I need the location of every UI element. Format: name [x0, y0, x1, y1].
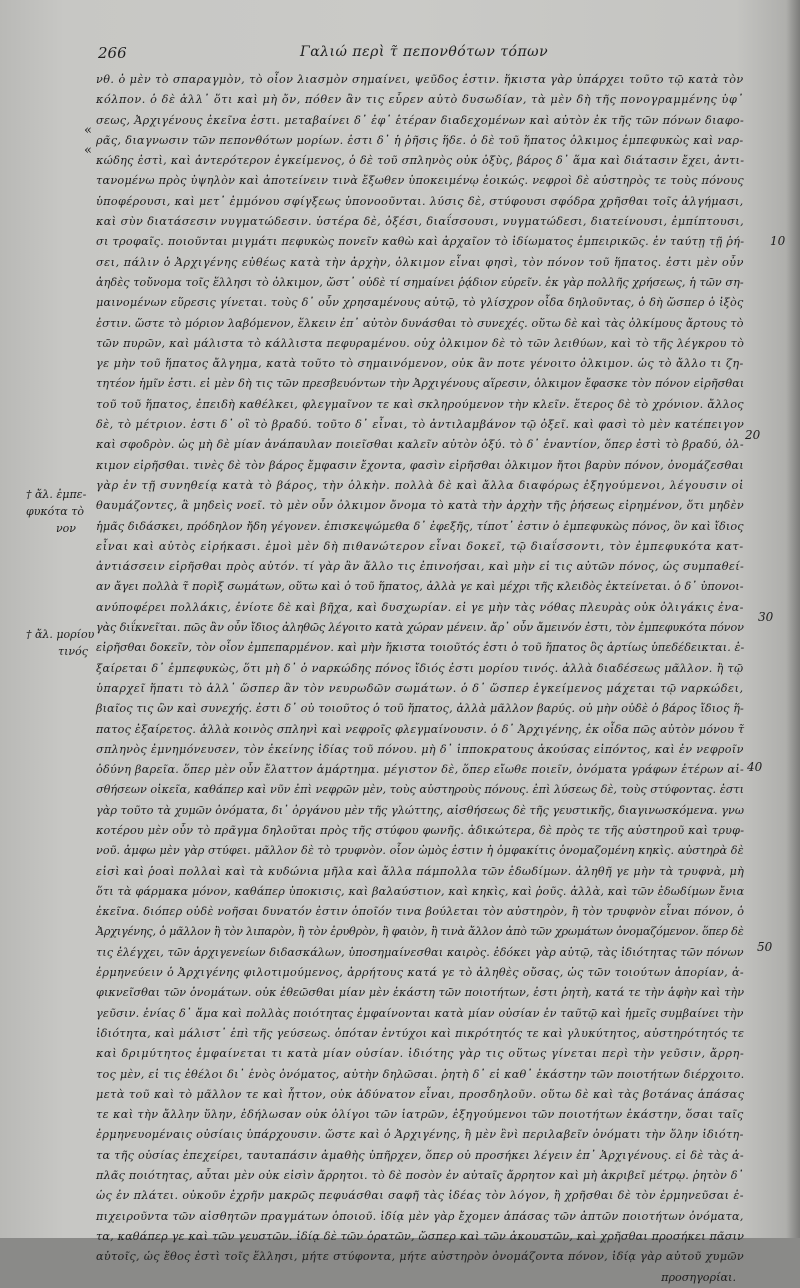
text-line: νθ. ὁ μὲν τὸ σπαραγμὸν, τὸ οἷον λιασμὸν σημαίνει, ψεῦδος ἐστιν. ἥκιστα γὰρ ὑπάρχει τοῦτο τῷ κατὰ τὸν: [96, 73, 744, 86]
text-line: δὲ, τὸ μέτριον. ἐστι δ᾽ οἳ τὸ βραδύ. τοῦτο δ᾽ εἶναι, τὸ ἀντιλαμβάνον τῷ ὀξεῖ. καὶ φασὶ τὸ μὲν κατέπειγον: [96, 418, 745, 432]
text-line: αν ἄγει πολλὰ τ̃ πορὶξ σωμάτων, οὕτω καὶ ὁ τοῦ ἥπατος, ἀλλὰ γε καὶ μέχρι τῆς κλειδὸς ἐκτείνεται. ὁ δ᾽ ὑπονοι-: [96, 580, 744, 594]
margin-line-number: 40: [747, 760, 763, 774]
page-fold-shadow: [786, 0, 800, 1238]
text-line: ανύποφέρει πολλάκις, ἐνίοτε δὲ καὶ βῆχα, καὶ δυσχωρίαν. εἰ γε μὴν τὰς νόθας πλευρὰς οὐκ ὀλιγάκις ἐνα-: [96, 600, 744, 614]
text-line: ἐστιν. ὥστε τὸ μόριον λαβόμενον, ἕλκειν ἐπ᾽ αὐτὸν δυνάσθαι τὸ συνεχές. οὕτω δὲ καὶ τὰς ὀλκίμους ἄρτους τὸ: [96, 316, 744, 330]
text-line-final: προσηγορίαι.: [661, 1270, 736, 1284]
text-line: κώδης ἐστὶ, καὶ ἀντερότερον ἐγκείμενος, ὁ δὲ τοῦ σπληνὸς οὐκ ὀξὺς, βάρος δ᾽ ἅμα καὶ διάτασιν ἔχει, ἀντι-: [96, 154, 745, 168]
text-line: γεῦσιν. ἐνίας δ᾽ ἅμα καὶ πολλὰς ποιότητας ἐμφαίνονται κατὰ μίαν οὐσίαν ἐν ταῦτῷ καὶ ἡμεῖς συμβαίνει τὴν: [96, 1006, 744, 1020]
quote-mark: «: [84, 143, 92, 158]
text-line: τητέον ἡμῖν ἐστι. εἰ μὲν δὴ τις τῶν πρεσβευόντων τὴν Ἀρχιγένους αἵρεσιν, ὀλκιμον ἔφασκε τὸν πόνον εἰρῆσθαι: [96, 377, 745, 391]
text-line: κόλπον. ὁ δὲ ἀλλ᾽ ὅτι καὶ μὴ ὄν, πόθεν ἂν τις εὗρεν αὐτὸ δυσωδίαν, τὰ μὲν δὴ τῆς πονογραμμένης ὑφ᾽: [96, 93, 744, 107]
margin-note: [26, 626, 94, 660]
body-text: [96, 70, 744, 1288]
text-line: τα, καθάπερ γε καὶ τῶν γευστῶν. ἰδίᾳ δὲ τῶν ὁρατῶν, ὥσπερ καὶ τῶν ἀκουστῶν, καὶ χρῆσθαι προσήκει πᾶσιν: [96, 1229, 745, 1243]
text-line: θαυμάζοντες, ἃ μηδεὶς νοεῖ. τὸ μὲν οὖν ὀλκιμον ὄνομα τὸ κατὰ τὴν ἀρχὴν τῆς ῥήσεως εἰρημένον, ὅτι μηδὲν: [96, 499, 744, 513]
text-line: φικνεῖσθαι τῶν ὀνομάτων. οὐκ ἐθεῶσθαι μίαν μὲν ἑκάστη τῶν ποιοτήτων, ἐστι ῥητὴ, κατά τε τὴν ἁφὴν καὶ τὴν: [96, 986, 745, 1000]
margin-note-line: † ἄλ. ἐμπε-: [26, 488, 87, 501]
text-line: πιχειροῦντα τῶν αἰσθητῶν πραγμάτων ὁποιοῦ. ἰδίᾳ μὲν γὰρ ἔχομεν ἁπάσας τῶν ἁπτῶν ποιοτήτων ὀνόματα,: [96, 1209, 744, 1223]
text-line: πλᾶς ποιότητας, αὗται μὲν οὐκ εἰσὶν ἄρρητοι. τὸ δὲ ποσὸν ἐν αὐταῖς ἄρρητον καὶ μὴ ἀκριβεῖ μέτρῳ. ῥητὸν δ᾽: [96, 1169, 744, 1183]
text-line: τε καὶ τὴν ἄλλην ὕλην, ἐδήλωσαν οὐκ ὀλίγοι τῶν ἰατρῶν, ἐξηγούμενοι τῶν ποιοτήτων ἑκάστην, ὅσαι ταῖς: [96, 1108, 744, 1122]
text-line: ἑρμηνευομέναις οὐσίαις ὑπάρχουσιν. ὥστε καὶ ὁ Ἀρχιγένης, ἢ μὲν ἓνὶ περιλαβεῖν ὀνόματι τὴν ὅλην ἰδιότη-: [96, 1128, 744, 1142]
text-line: σπληνὸς ἐμνημόνευσεν, τὸν ἐκείνης ἰδίας τοῦ πόνου. μὴ δ᾽ ἱπποκρατους ἀκούσας εἰπόντος, καὶ ἐν νεφροῖν: [96, 742, 744, 756]
margin-line-number: 50: [757, 940, 773, 954]
text-line: γὰς διΐκνεῖται. πῶς ἂν οὖν ἴδιος ἀληθῶς λέγοιτο κατὰ χώραν μένειν. ἄρ᾽ οὖν ἄμεινόν ἐστι, τὸν ἐμπεφυκότα πόνον: [96, 621, 744, 635]
text-line: Ἀρχιγένης, ὁ μᾶλλον ἢ τὸν λιπαρὸν, ἢ τὸν ἐρυθρὸν, ἢ φαιὸν, ἢ τινὰ ἄλλον ἀπὸ τῶν χρωμάτων ὀνομαζόμενον. ὅπερ δὲ: [96, 925, 744, 939]
text-line: ὑποφέρουσι, καὶ μετ᾽ ἐμμόνου σφίγξεως ὑπονοοῦνται. λύσις δὲ, στύφουσι σφόδρα χρῆσθαι τοῖς ἀλγήμασι,: [96, 194, 744, 208]
text-line: τανομένω πρὸς ὑψηλὸν καὶ ἀποτείνειν τινὰ ἔξωθεν ὑποκειμένῳ ἐοικώς. νεφροὶ δὲ αὐστηρὸς τε τοὺς πόνους: [96, 174, 744, 188]
text-line: σει, πάλιν ὁ Ἀρχιγένης εὐθέως κατὰ τὴν ἀρχὴν, ὀλκιμον εἶναι φησὶ, τὸν πόνον τοῦ ἥπατος. ἐστι μὲν οὖν: [96, 255, 744, 269]
text-line: σεως, Ἀρχιγένους ἐκεῖνα ἐστι. μεταβαίνει δ᾽ ἐφ᾽ ἑτέραν διαδεχομένων καὶ αὐτὸν ἐκ τῆς τῶν πόνων διαφο-: [96, 113, 745, 127]
text-line: εἰρῆσθαι δοκεῖν, τὸν οἷον ἐμπεπαρμένον. καὶ μὴν ἥκιστα τοιοῦτός ἐστι ὁ τοῦ ἥπατος ὃς ἀρτίως ὑπεδέδεικται. ἐ-: [96, 641, 745, 655]
text-line: ἐκεῖνα. διόπερ οὐδὲ νοῆσαι δυνατόν ἐστιν ὁποῖόν τινα βούλεται τὸν αὐστηρὸν, ἢ τὸν τρυφνὸν εἶναι πόνον, ὁ: [96, 905, 745, 919]
page-header: [0, 44, 800, 68]
text-line: ρᾶς, διαγνωσιν τῶν πεπονθότων μορίων. ἐστι δ᾽ ἡ ῥῆσις ἥδε. ὁ δὲ τοῦ ἥπατος ὀλκιμος ἐμπεφυκὼς καὶ ναρ-: [96, 133, 744, 147]
quote-mark: «: [84, 123, 92, 138]
text-line: σι τροφαῖς. ποιοῦνται μιγμάτι πεφυκὼς πονεῖν καθὼ καὶ ἀρχαῖον τὸ ἰδίωματος ἐμπειρικῶς. ἐν ταύτῃ τῇ ῥή-: [96, 235, 745, 249]
text-line: νοῦ. ἀμφω μὲν γὰρ στύφει. μᾶλλον δὲ τὸ τρυφνὸν. οἷον ὠμὸς ἐστιν ἡ ὀμφακίτις ὀνομαζομένη κηκὶς. αὐστηρὰ δὲ: [96, 844, 744, 858]
margin-note-line: † ἄλ. μορίου: [26, 628, 95, 641]
text-line: ὡς ἐν πλάτει. οὐκοῦν ἐχρῆν μακρῶς πεφυάσθαι σαφῆ τὰς ἰδέας τὸν λόγον, ἢ χρῆσθαι δὲ τὸν ἑρμηνεῦσαι ἐ-: [96, 1189, 744, 1203]
text-line: καὶ δριμύτητος ἐμφαίνεται τι κατὰ μίαν οὐσίαν. ἰδιότης γὰρ τις οὕτως γίνεται περὶ τὴν γεῦσιν, ἄρρη-: [96, 1047, 745, 1061]
text-line: ἀντιάσσειν εἰρῆσθαι πρὸς αὐτόν. τί γὰρ ἂν ἄλλο τις ἐπινοήσαι, καὶ μὴν εἰ τις αὐτῶν πόνος, ὡς συμπαθεί-: [96, 560, 745, 574]
text-line: ἡμᾶς διδάσκει, πρόδηλον ἤδη γέγονεν. ἐπισκεψώμεθα δ᾽ ἐφεξῆς, τίποτ᾽ ἐστιν ὁ ἐμπεφυκὼς πόνος, ὃν καὶ ἴδιος: [96, 519, 744, 533]
text-line: κοτέρου μὲν οὖν τὸ πρᾶγμα δηλοῦται πρὸς τῆς στύφου φωνῆς. ἀδικώτερα, δὲ πρὸς τε τῆς αὐστηροῦ καὶ τρυφ-: [96, 823, 745, 837]
text-line: αὐτοῖς, ὡς ἔθος ἐστὶ τοῖς ἕλλησι, μήτε στύφοντα, μήτε αὐστηρὸν ὀνομάζοντα πόνον, ἰδίᾳ γὰρ αὐτοῦ χυμῶν: [96, 1250, 745, 1264]
text-line: ὅτι τὰ φάρμακα μόνον, καθάπερ ὑποκισις, καὶ βαλαύστιον, καὶ κηκὶς, καὶ ῥοῦς. ἀλλὰ, καὶ τῶν ἐδωδίμων ἔνια: [96, 884, 745, 898]
text-line: σθήσεων οἰκεῖα, καθάπερ καὶ νῦν ἐπὶ νεφρῶν μὲν, τοὺς αὐστηροὺς πόνους. ἐπὶ λύσεως δὲ, τοὺς στύφοντας. ἐστι: [96, 783, 745, 797]
text-line: μαινομένων εὕρεσις γίνεται. τοὺς δ᾽ οὖν χρησαμένους αὐτῷ, τὸ γλίσχρον οἶδα δηλοῦντας, ὁ δὴ ὥσπερ ὁ ἰξὸς: [96, 296, 744, 310]
running-title: Γαλιώ περὶ τ̃ πεπονθότων τόπων: [300, 44, 549, 60]
margin-note-line: τινός: [58, 645, 88, 658]
text-line: τος μὲν, εἰ τις ἐθέλοι δι᾽ ἑνὸς ὀνόματος, αὐτὴν δηλῶσαι. ῥητὴ δ᾽ εἰ καθ᾽ ἑκάστην τῶν ποιοτήτων διέρχοιτο.: [96, 1067, 745, 1081]
text-line: ὀδύνη βαρεῖα. ὅπερ μὲν οὖν ἔλαττον ἁμάρτημα. μέγιστον δὲ, ὅπερ εἴωθε ποιεῖν, ὀνόματα γράφων ἑτέρων αἰ-: [96, 763, 745, 777]
text-line: κιμον εἰρῆσθαι. τινὲς δὲ τὸν βάρος ἔμφασιν ἔχοντα, φασὶν εἰρῆσθαι ὀλκιμον ἤτοι βαρὺν πόνον, ὀνομάζεσθαι: [96, 458, 744, 472]
margin-note: [26, 486, 86, 537]
text-line: τῶν πυρῶν, καὶ μάλιστα τὸ κάλλιστα πεφυραμένου. οὐχ ὀλκιμον δὲ τὸ τῶν λειθύων, καὶ τὸ τῆς λέγκρου τὸ: [96, 336, 745, 350]
text-line: γε μὴν τοῦ ἥπατος ἄλγημα, κατὰ τοῦτο τὸ σημαινόμενον, οὐκ ἂν ποτε γένοιτο ὀλκιμον. ὡς τὸ ἄλλο τι ζη-: [96, 357, 744, 371]
text-line: ἑρμηνεύειν ὁ Ἀρχιγένης φιλοτιμούμενος, ἀρρήτους κατά γε τὸ ἀληθὲς οὔσας, ὡς τῶν τοιούτων ἀπορίαν, ἀ-: [96, 966, 745, 980]
text-line: τα τῆς οὐσίας ἐπεχείρει, ταυταπάσιν ἀμαθὴς ὑπῆρχεν, ὅπερ οὐ προσήκει λέγειν ἐπ᾽ Ἀρχιγένους. εἰ δὲ τὰς ἁ-: [96, 1148, 744, 1162]
text-line: γὰρ τοῦτο τὰ χυμῶν ὀνόματα, δι᾽ ὀργάνου μὲν τῆς γλώττης, αἰσθήσεως δὲ τῆς γευστικῆς, διαγινωσκόμενα. γνω: [96, 803, 745, 817]
text-line: καὶ σὺν διατάσεσιν νυγματώδεσιν. ὑστέρα δὲ, ὀξέσι, διαΐσσουσι, νυγματώδεσι, διατείνουσι, ἐμπίπτουσι,: [96, 215, 745, 229]
text-line: τις ἐλέγχει, τῶν ἀρχιγενείων διδασκάλων, ὑποσημαίνεσθαι καιρὸς. ἐδόκει γὰρ αὐτῷ, τὰς ἰδιότητας τῶν πόνων: [96, 945, 744, 959]
text-line: εἰσὶ καὶ ῥοαὶ πολλαὶ καὶ τὰ κυδώνια μῆλα καὶ ἄλλα πάμπολλα τῶν ἐδωδίμων. ἀληθῆ γε μὴν τὰ τρυφνὰ, μὴ: [96, 864, 745, 878]
page-number: 266: [98, 44, 127, 62]
text-line: γὰρ ἐν τῇ συνηθείᾳ κατὰ τὸ βάρος, τὴν ὁλκὴν. πολλὰ δὲ καὶ ἄλλα διαφόρως ἐξηγούμενοι, λέγουσιν οἱ: [96, 478, 745, 492]
margin-line-number: 30: [758, 610, 774, 624]
text-line: ἰδιότητα, καὶ μάλιστ᾽ ἐπὶ τῆς γεύσεως. ὁπόταν ἐντύχοι καὶ πικρότητός τε καὶ γλυκύτητος, αὐστηρότητός τε: [96, 1026, 745, 1040]
margin-line-number: 10: [770, 234, 786, 248]
text-line: πατος ἐξαίρετος. ἀλλὰ κοινὸς σπληνὶ καὶ νεφροῖς φλεγμαίνουσιν. ὁ δ᾽ Ἀρχιγένης, ἐκ οἶδα πῶς αὐτὸν μόνου τ̃: [96, 722, 745, 736]
text-line: ξαίρεται δ᾽ ἐμπεφυκὼς, ὅτι μὴ δ᾽ ὁ ναρκώδης πόνος ἴδιός ἐστι μορίου τινός. ἀλλὰ διαδέσεως μᾶλλον. ἢ τῷ: [96, 661, 744, 675]
text-line: ὑπαρχεῖ ἥπατι τὸ ἀλλ᾽ ὥσπερ ἂν τὸν νευρωδῶν σωμάτων. ὁ δ᾽ ὥσπερ ἐγκείμενος μάχεται τῷ ναρκώδει,: [96, 681, 744, 695]
margin-note-line: νον: [56, 522, 76, 535]
text-line: ἀηδὲς τοὔνομα τοῖς ἕλλησι τὸ ὀλκιμον, ὥστ᾽ οὐδὲ τί σημαίνει ῥᾴδιον εὑρεῖν. ἐκ γὰρ πολλῆς χρήσεως, ἡ τῶν ση-: [96, 275, 744, 289]
text-line: τοῦ τοῦ ἥπατος, ἐπειδὴ καθέλκει, φλεγμαῖνον τε καὶ σκληρούμενον τὴν κλεῖν. ἕτερος δὲ τὸ χρόνιον. ἄλλος: [96, 397, 744, 411]
text-line: βιαῖος τις ὢν καὶ συνεχής. ἐστι δ᾽ οὐ τοιοῦτος ὁ τοῦ ἥπατος, ἀλλὰ μᾶλλον βαρύς. οὐ μὴν οὐδὲ ὁ βάρος ἴδιος ἥ-: [96, 702, 744, 716]
margin-note-line: φυκότα τὸ: [26, 505, 84, 518]
text-line: εἶναι καὶ αὐτὸς εἰρήκασι. ἐμοὶ μὲν δὴ πιθανώτερον εἶναι δοκεῖ, τῷ διαΐσσοντι, τὸν ἐμπεφυκότα κατ-: [96, 539, 744, 553]
margin-line-number: 20: [745, 428, 761, 442]
text-line: μετὰ τοῦ καὶ τὸ μᾶλλον τε καὶ ἧττον, οὐκ ἀδύνατον εἶναι, προσδηλοῦν. οὕτω δὲ καὶ τὰς βοτάνας ἁπάσας: [96, 1087, 745, 1101]
text-line: καὶ σφοδρὸν. ὡς μὴ δὲ μίαν ἀνάπαυλαν ποιεῖσθαι καλεῖν αὐτὸν ὀξύ. τὸ δ᾽ ἐναντίον, ὅπερ ἐστὶ τὸ βραδύ, ὀλ-: [96, 438, 744, 452]
